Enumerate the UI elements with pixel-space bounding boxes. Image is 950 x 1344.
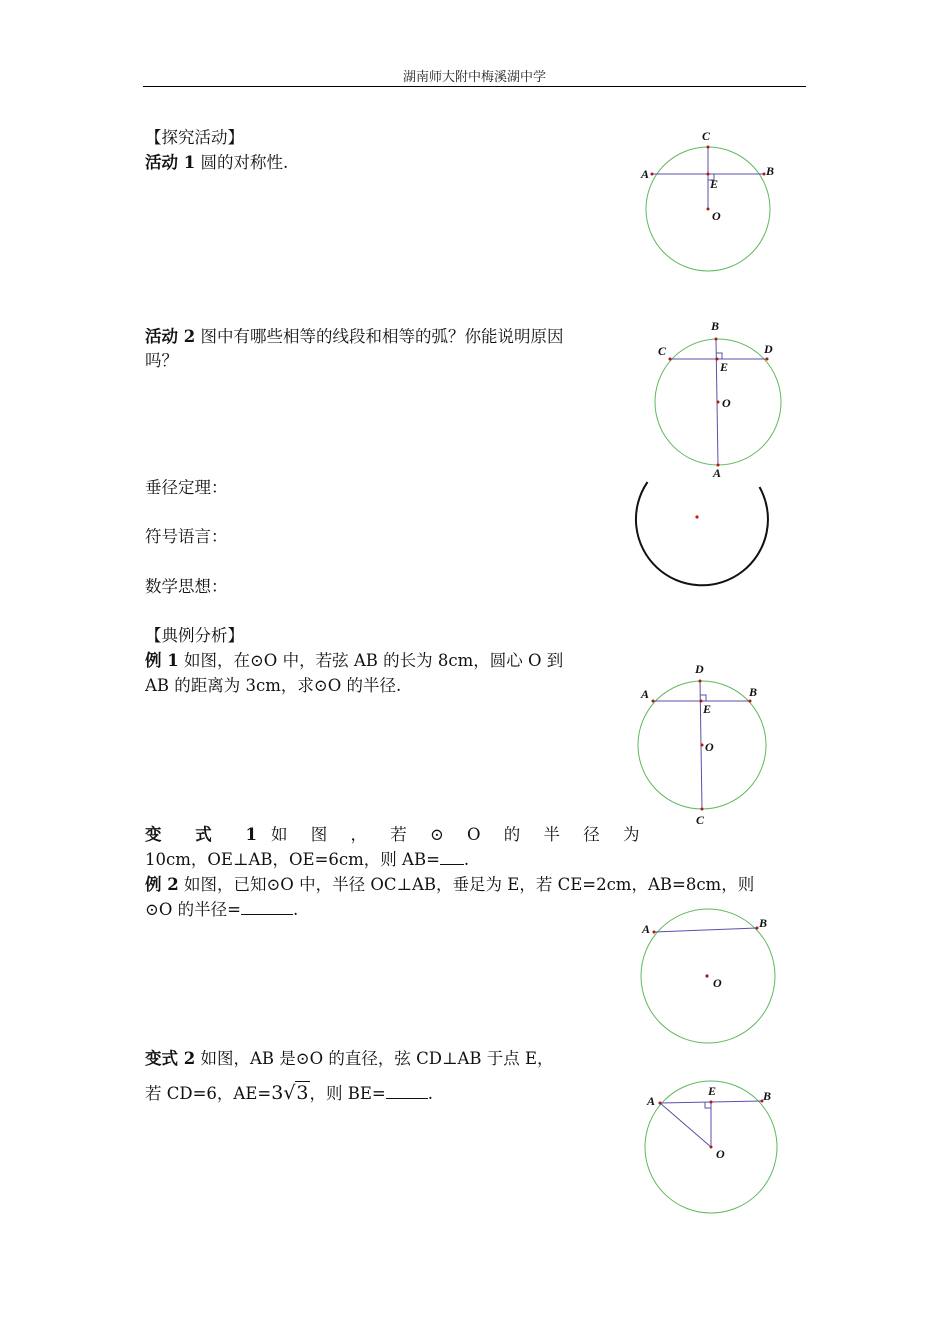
point-label: O [712, 209, 721, 223]
point-label: B [763, 1089, 772, 1103]
variant-2-text2b: ，则 BE= [309, 1084, 386, 1103]
activity-2 [145, 325, 563, 349]
math-thought-label: 数学思想： [145, 577, 228, 596]
variant-1-tail: . [463, 850, 470, 869]
point-label: B [711, 319, 720, 333]
activity-1-label: 活动 1 [145, 153, 196, 172]
answer-blank[interactable] [386, 1082, 428, 1099]
activity-1 [145, 151, 288, 175]
activity-2-line2: 吗？ [145, 351, 178, 370]
header-rule [143, 86, 806, 87]
sqrt-coefficient: 3 [271, 1082, 284, 1104]
example-2-text2: ⊙O 的半径= [145, 900, 241, 919]
variant-1-label: 变 式 1 [145, 825, 271, 844]
example-2-text: 如图，已知⊙O 中，半径 OC⊥AB，垂足为 E，若 CE=2cm，AB=8cm，则 [183, 875, 755, 894]
page-header: 湖南师大附中梅溪湖中学 [402, 70, 546, 85]
activity-2-text: 图中有哪些相等的线段和相等的弧？你能说明原因 [200, 327, 564, 346]
variant-2-label: 变式 2 [145, 1049, 196, 1068]
point-label: O [722, 396, 731, 410]
point-label: O [716, 1147, 725, 1161]
answer-blank[interactable] [241, 898, 293, 915]
point-label: C [702, 129, 711, 143]
variant-2 [145, 1047, 554, 1071]
sqrt-expression [271, 1081, 309, 1105]
variant-2-tail: . [427, 1084, 434, 1103]
point-label: A [641, 167, 650, 181]
point-label: A [641, 687, 650, 701]
point-label: B [749, 685, 758, 699]
theorem-label: 垂径定理： [145, 478, 228, 497]
variant-1-text2: 10cm，OE⊥AB，OE=6cm，则 AB= [145, 850, 440, 869]
variant-2-text2a: 若 CD=6，AE= [145, 1084, 272, 1103]
variant-1 [145, 823, 640, 847]
section-title-explore: 【探究活动】 [145, 128, 244, 147]
point-label: E [708, 1084, 717, 1098]
symbol-language-label: 符号语言： [145, 527, 228, 546]
point-label: O [705, 740, 714, 754]
section-title-examples: 【典例分析】 [145, 626, 244, 645]
example-2-label: 例 2 [145, 875, 179, 894]
answer-blank[interactable] [440, 848, 464, 865]
point-label: A [713, 466, 722, 480]
point-label: D [764, 342, 773, 356]
point-label: C [696, 813, 705, 827]
example-1 [145, 649, 563, 673]
example-2-tail: . [292, 900, 299, 919]
figure-3-arc [625, 465, 775, 590]
sqrt-radicand: 3 [296, 1082, 309, 1104]
figure-6 [635, 1075, 795, 1220]
example-1-label: 例 1 [145, 651, 179, 670]
point-label: A [642, 922, 651, 936]
point-label: C [658, 344, 667, 358]
radical-sign: √ [283, 1082, 296, 1104]
activity-2-label: 活动 2 [145, 327, 196, 346]
point-label: A [647, 1094, 656, 1108]
point-label: E [710, 177, 719, 191]
variant-2-line2 [145, 1081, 433, 1106]
variant-1-line2 [145, 848, 469, 872]
example-2-line2 [145, 898, 298, 922]
point-label: D [695, 662, 704, 676]
variant-2-text: 如图，AB 是⊙O 的直径，弦 CD⊥AB 于点 E， [200, 1049, 554, 1068]
point-label: B [759, 916, 768, 930]
point-label: E [720, 360, 729, 374]
figure-2 [650, 315, 790, 485]
example-1-line2: AB 的距离为 3cm，求⊙O 的半径. [145, 676, 402, 695]
example-1-text: 如图，在⊙O 中，若弦 AB 的长为 8cm，圆心 O 到 [183, 651, 564, 670]
figure-1 [630, 125, 790, 275]
example-2 [145, 873, 754, 897]
activity-1-text: 圆的对称性. [200, 153, 289, 172]
figure-4 [630, 660, 780, 830]
point-label: E [703, 702, 712, 716]
point-label: B [766, 164, 775, 178]
variant-1-text: 如 图 ， 若 ⊙ O 的 半 径 为 [270, 825, 640, 844]
point-label: O [713, 976, 722, 990]
figure-5 [630, 905, 790, 1050]
